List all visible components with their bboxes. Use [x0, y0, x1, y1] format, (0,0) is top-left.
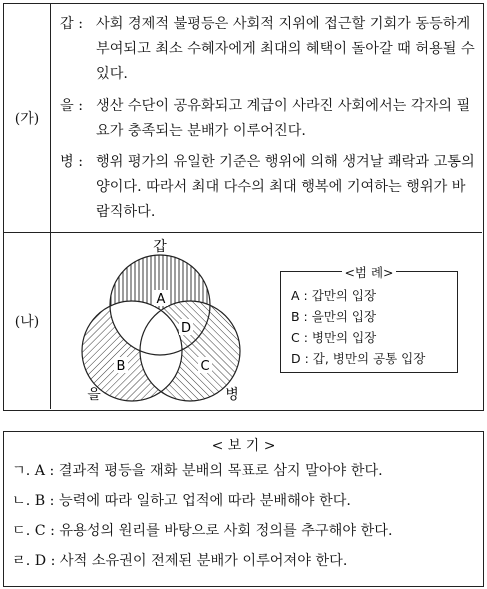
statement-gap — [60, 12, 478, 87]
bogi-title: < 보 기 > — [208, 438, 280, 454]
speaker-byeong: 병 : — [60, 154, 83, 170]
bogi-item-rieul: ㄹ. D : 사적 소유권이 전제된 분배가 이루어져야 한다. — [12, 553, 348, 569]
legend-item-c: C : 병만의 입장 — [291, 330, 377, 345]
panel-ga-label: (가) — [4, 4, 51, 232]
region-label-b: B — [116, 359, 126, 374]
statement-eul-text: 생산 수단이 공유화되고 계급이 사라진 사회에서는 각자의 필요가 충족되는 분배가 이루어진다. — [96, 98, 471, 139]
circle-label-byeong: 병 — [225, 387, 239, 403]
region-label-c: C — [200, 359, 210, 374]
bogi-item-digeut: ㄷ. C : 유용성의 원리를 바탕으로 사회 정의를 추구해야 한다. — [12, 523, 393, 539]
panel-ga — [4, 4, 482, 233]
statement-eul — [60, 94, 478, 144]
legend-item-a: A : 갑만의 입장 — [291, 288, 377, 303]
statement-byeong — [60, 150, 478, 225]
panel-na-label: (나) — [4, 233, 51, 409]
statement-gap-text: 사회 경제적 불평등은 사회적 지위에 접근할 기회가 동등하게 부여되고 최소 수혜자에게 최대의 혜택이 돌아갈 때 허용될 수 있다. — [96, 16, 475, 82]
legend-item-d: D : 갑, 병만의 공통 입장 — [291, 351, 426, 366]
region-label-a: A — [156, 292, 166, 307]
venn-diagram — [74, 233, 274, 409]
bogi-item-giyeok: ㄱ. A : 결과적 평등을 재화 분배의 목표로 삼지 말아야 한다. — [12, 463, 383, 479]
question-box — [3, 3, 484, 411]
circle-label-eul: 을 — [87, 387, 101, 403]
legend-item-b: B : 을만의 입장 — [291, 309, 377, 324]
statement-byeong-text: 행위 평가의 유일한 기준은 행위에 의해 생겨날 쾌락과 고통의 양이다. 따라서 최대 다수의 최대 행복에 기여하는 행위가 바람직하다. — [96, 154, 475, 220]
panel-na — [4, 233, 482, 409]
legend-title: <범 례> — [344, 265, 394, 280]
bogi-item-nieun: ㄴ. B : 능력에 따라 일하고 업적에 따라 분배해야 한다. — [12, 493, 351, 509]
circle-label-gap: 갑 — [153, 239, 167, 255]
legend-box — [280, 265, 458, 373]
region-label-d: D — [180, 321, 192, 336]
speaker-gap: 갑 : — [60, 16, 83, 32]
speaker-eul: 을 : — [60, 98, 83, 114]
